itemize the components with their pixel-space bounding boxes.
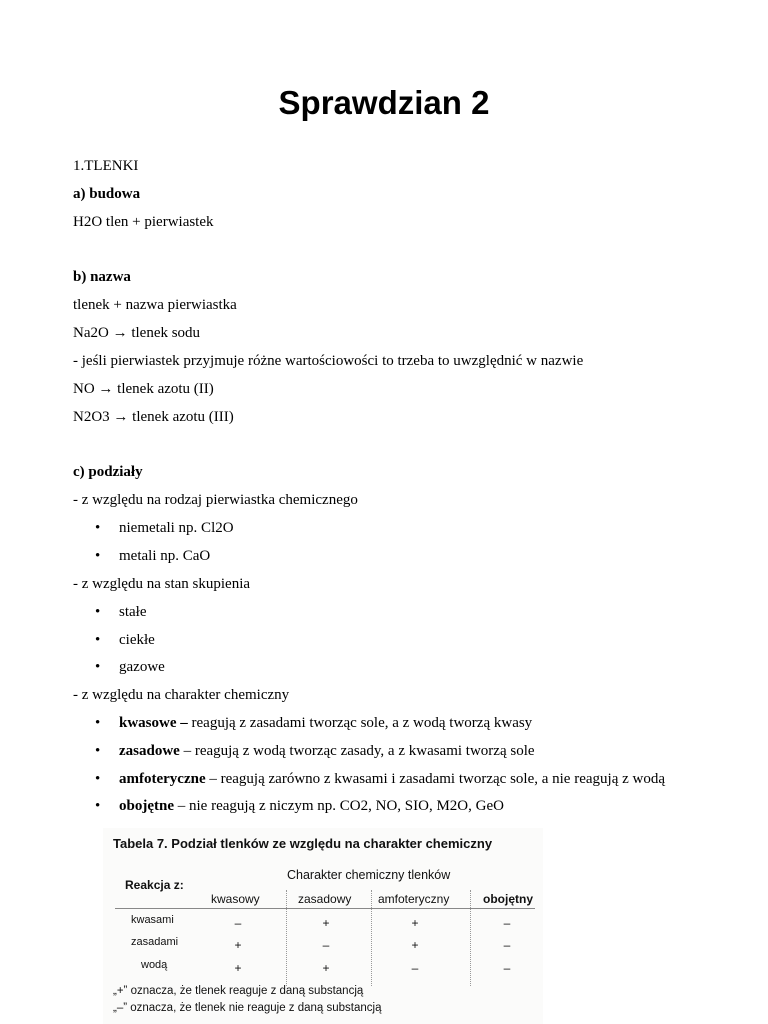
oxide-classification-table-image [103,828,543,1024]
table-cell: + [322,961,330,975]
table-cell: – [322,938,330,952]
bullet-icon: • [95,548,101,564]
bullet-icon: • [95,632,101,648]
bullet-icon: • [95,743,101,759]
bullet-icon: • [95,798,101,814]
table-cell: – [411,961,419,975]
term-label: zasadowe [119,743,180,759]
list-item [95,714,532,732]
list-item [95,797,504,815]
list-item-text: ciekłe [119,632,155,648]
table-row-label: zasadami [131,936,179,948]
column-header-obojetny: obojętny [483,892,533,906]
table-column-divider [371,890,372,986]
paragraph-line: - jeśli pierwiastek przyjmuje różne wartościowości to trzeba to uwzględnić w nazwie [73,353,584,369]
table-cell: – [503,916,511,930]
list-item-text: niemetali np. Cl2O [119,520,234,536]
paragraph-line: NO → tlenek azotu (II) [73,381,214,397]
list-item [95,547,210,565]
term-description: – reagują zarówno z kwasami i zasadami tworząc sole, a nie reagują z wodą [205,771,665,787]
list-item [95,742,535,760]
table-row-label: kwasami [131,914,174,926]
table-cell: – [503,938,511,952]
list-item-text: metali np. CaO [119,548,211,564]
subsection-a-text: H2O tlen + pierwiastek [73,214,214,230]
list-item [95,631,155,649]
term-label: kwasowe – [119,715,188,731]
table-column-divider [470,890,471,986]
list-item [95,519,234,537]
paragraph-line: tlenek + nazwa pierwiastka [73,297,237,313]
table-cell: + [234,938,242,952]
term-description: – nie reagują z niczym np. CO2, NO, SIO, M2O, GeO [174,798,504,814]
table-cell: – [503,961,511,975]
table-cell: + [322,916,330,930]
paragraph-line: - z względu na charakter chemiczny [73,687,290,703]
table-group-header: Charakter chemiczny tlenków [287,868,451,882]
paragraph-line: N2O3 → tlenek azotu (III) [73,409,234,425]
term-description: reagują z zasadami tworząc sole, a z wodą tworzą kwasy [187,715,533,731]
list-item-text: gazowe [119,659,165,675]
table-cell: – [234,916,242,930]
list-item-text: stałe [119,604,147,620]
table-row-header: Reakcja z: [125,878,184,892]
paragraph-line: - z względu na stan skupienia [73,576,251,592]
term-label: obojętne [119,798,174,814]
subsection-b-heading: b) nazwa [73,269,131,285]
subsection-c-heading: c) podziały [73,464,143,480]
bullet-icon: • [95,659,101,675]
column-header-zasadowy: zasadowy [298,892,352,906]
table-caption: Tabela 7. Podział tlenków ze względu na charakter chemiczny [113,836,493,851]
bullet-icon: • [95,520,101,536]
table-footnote: „+” oznacza, że tlenek reaguje z daną substancją [113,985,364,997]
table-cell: + [411,938,419,952]
term-label: amfoteryczne [119,771,206,787]
table-cell: + [411,916,419,930]
column-header-kwasowy: kwasowy [211,892,260,906]
list-item [95,770,665,788]
column-header-amfoteryczny: amfoteryczny [378,892,450,906]
bullet-icon: • [95,771,101,787]
table-column-divider [286,890,287,986]
list-item [95,658,165,676]
table-row-label: wodą [141,959,168,971]
table-divider [115,908,535,909]
paragraph-line: Na2O → tlenek sodu [73,325,201,341]
table-footnote: „–” oznacza, że tlenek nie reaguje z daną substancją [113,1002,382,1014]
paragraph-line: - z względu na rodzaj pierwiastka chemicznego [73,492,358,508]
section-heading: 1.TLENKI [73,158,139,174]
document-title: Sprawdzian 2 [278,84,490,121]
bullet-icon: • [95,604,101,620]
list-item [95,603,147,621]
table-cell: + [234,961,242,975]
subsection-a-heading: a) budowa [73,186,141,202]
bullet-icon: • [95,715,101,731]
term-description: – reagują z wodą tworząc zasady, a z kwasami tworzą sole [179,743,535,759]
